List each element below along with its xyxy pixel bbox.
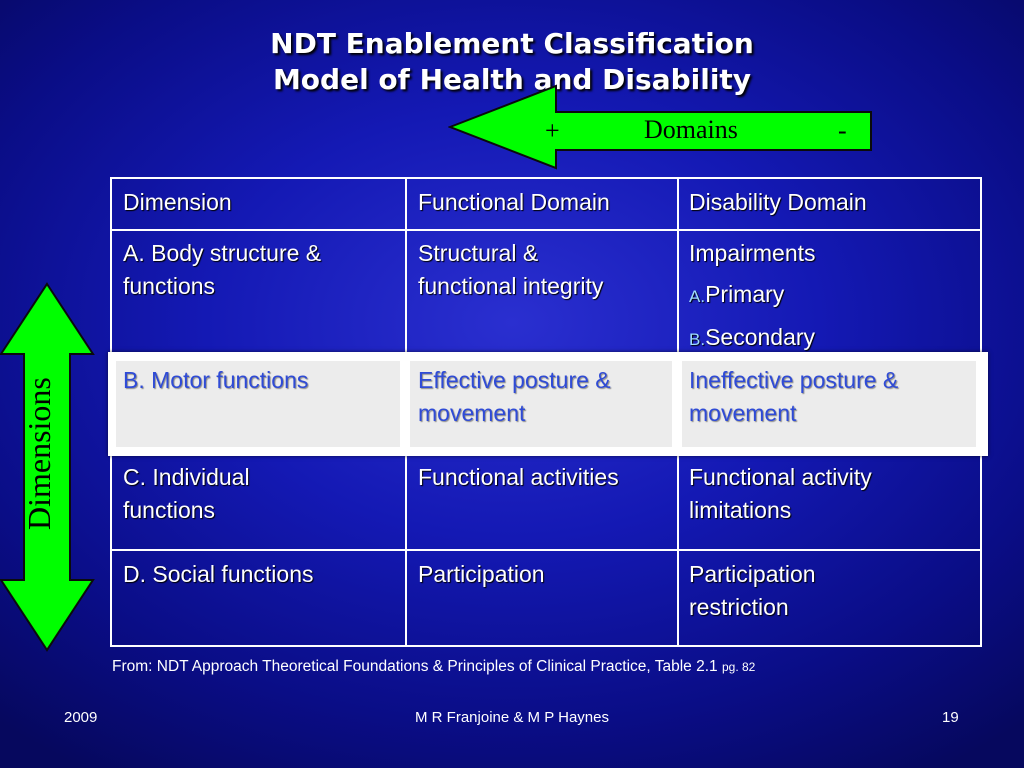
row-c-functional: Functional activities <box>418 464 619 490</box>
footer-page-number: 19 <box>942 709 959 726</box>
row-d-disability: Participation restriction <box>689 561 816 620</box>
impairment-item-primary: A.Primary <box>689 281 785 307</box>
table-divider-header <box>110 229 982 231</box>
table-divider-row-3 <box>110 549 982 551</box>
source-text: From: NDT Approach Theoretical Foundations & Principles of Clinical Practice, Table 2.1 <box>112 658 718 675</box>
row-a-disability <box>689 233 816 360</box>
row-c-dimension: C. Individual functions <box>123 464 250 523</box>
list-marker-a: A. <box>689 287 706 306</box>
footer-author: M R Franjoine & M P Haynes <box>415 709 609 726</box>
slide-title-line-2: Model of Health and Disability <box>272 63 752 96</box>
source-page: pg. 82 <box>721 660 756 674</box>
header-functional-domain: Functional Domain <box>418 189 610 215</box>
row-b-functional: Effective posture & movement <box>418 367 611 426</box>
impairment-item-secondary: B.Secondary <box>689 324 816 350</box>
row-b-disability: Ineffective posture & movement <box>689 367 899 426</box>
slide-title-line-1: NDT Enablement Classification <box>270 27 754 60</box>
domains-label: Domains <box>644 115 738 144</box>
header-dimension: Dimension <box>123 189 232 215</box>
source-citation <box>112 658 755 676</box>
footer-date: 2009 <box>64 709 98 726</box>
impairments-title: Impairments <box>689 240 816 266</box>
row-a-functional: Structural & functional integrity <box>418 240 604 299</box>
row-d-dimension: D. Social functions <box>123 561 314 587</box>
domains-minus-sign: - <box>838 116 847 145</box>
header-disability-domain: Disability Domain <box>689 189 867 215</box>
row-c-disability: Functional activity limitations <box>689 464 872 523</box>
row-b-dimension: B. Motor functions <box>123 367 309 393</box>
domains-plus-sign: + <box>545 116 560 145</box>
row-a-dimension: A. Body structure & functions <box>123 240 322 299</box>
row-d-functional: Participation <box>418 561 545 587</box>
dimensions-label: Dimensions <box>21 377 57 530</box>
list-marker-b: B. <box>689 330 706 349</box>
